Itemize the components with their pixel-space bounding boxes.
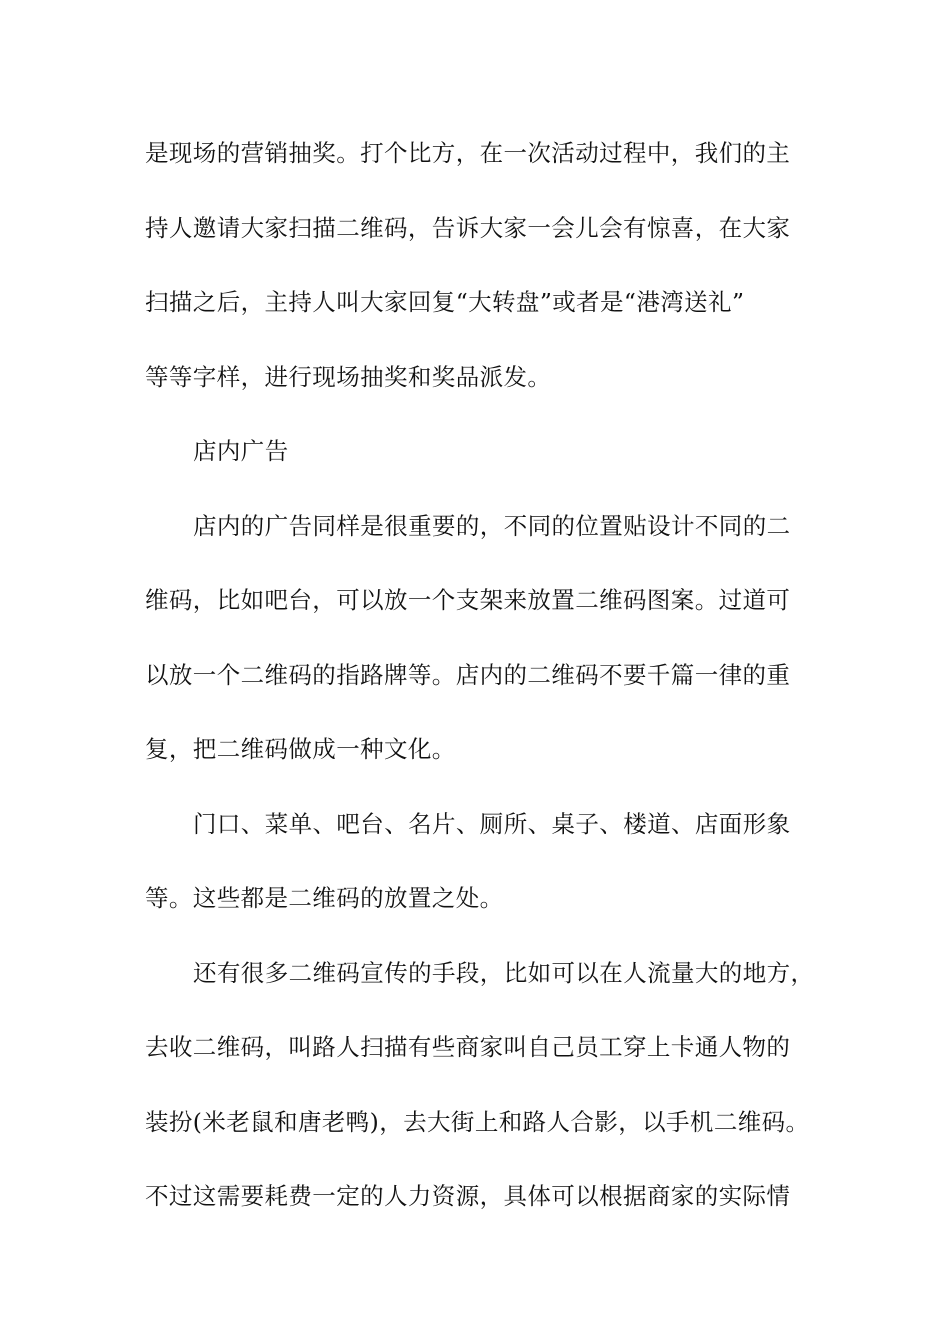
text-line: 扫描之后，主持人叫大家回复“大转盘”或者是“港湾送礼” bbox=[145, 288, 745, 316]
text-line: 装扮(米老鼠和唐老鸭)，去大街上和路人合影，以手机二维码。 bbox=[145, 1107, 810, 1136]
text-line: 维码，比如吧台，可以放一个支架来放置二维码图案。过道可 bbox=[145, 586, 791, 614]
body-text bbox=[145, 130, 825, 1248]
text-line: 以放一个二维码的指路牌等。店内的二维码不要千篇一律的重 bbox=[145, 660, 791, 689]
text-line: 等等字样，进行现场抽奖和奖品派发。 bbox=[145, 362, 552, 391]
text-line: 门口、菜单、吧台、名片、厕所、桌子、楼道、店面形象 bbox=[193, 809, 791, 838]
text-line: 持人邀请大家扫描二维码，告诉大家一会儿会有惊喜，在大家 bbox=[145, 213, 791, 242]
text-line: 复，把二维码做成一种文化。 bbox=[145, 735, 456, 763]
text-line: 店内的广告同样是很重要的，不同的位置贴设计不同的二 bbox=[193, 511, 791, 540]
text-line: 等。这些都是二维码的放置之处。 bbox=[145, 884, 504, 912]
text-line: 不过这需要耗费一定的人力资源，具体可以根据商家的实际情 bbox=[145, 1182, 791, 1210]
text-line: 还有很多二维码宣传的手段，比如可以在人流量大的地方， bbox=[193, 958, 815, 987]
text-line: 去收二维码，叫路人扫描有些商家叫自己员工穿上卡通人物的 bbox=[145, 1033, 791, 1061]
section-heading: 店内广告 bbox=[193, 437, 289, 465]
text-line: 是现场的营销抽奖。打个比方，在一次活动过程中，我们的主 bbox=[145, 139, 791, 167]
